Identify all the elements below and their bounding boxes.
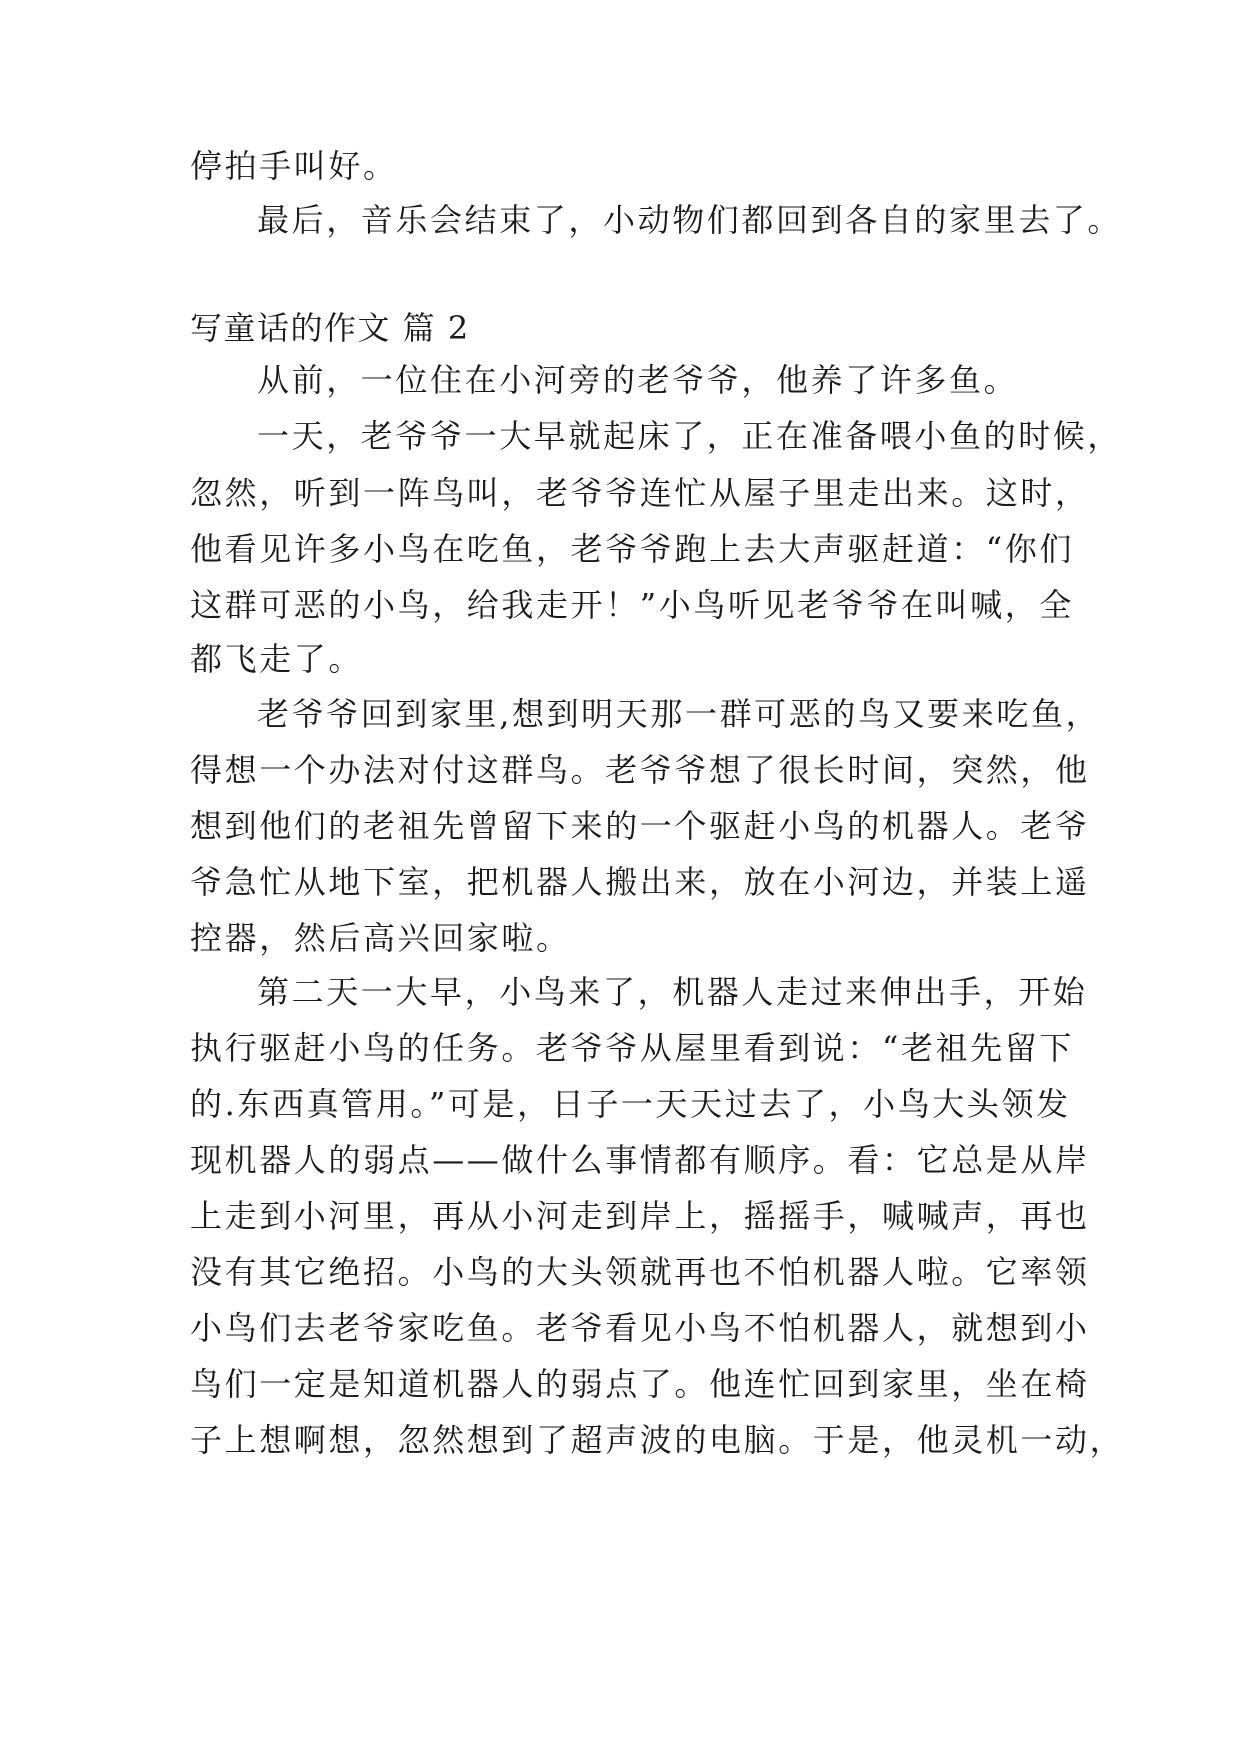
text-line: 没有其它绝招。小鸟的大头领就再也不怕机器人啦。它率领 xyxy=(190,1253,1090,1291)
text-line: 这群可恶的小鸟，给我走开！”小鸟听见老爷爷在叫喊，全 xyxy=(190,586,1074,624)
text-line: 想到他们的老祖先曾留下来的一个驱赶小鸟的机器人。老爷 xyxy=(190,807,1090,845)
text-line: 得想一个办法对付这群鸟。老爷爷想了很长时间，突然，他 xyxy=(190,751,1090,789)
text-line: 从前，一位住在小河旁的老爷爷，他养了许多鱼。 xyxy=(257,361,1019,399)
text-line: 忽然，听到一阵鸟叫，老爷爷连忙从屋子里走出来。这时， xyxy=(190,474,1090,512)
text-line: 他看见许多小鸟在吃鱼，老爷爷跑上去大声驱赶道：“你们 xyxy=(190,530,1074,568)
text-line: 的.东西真管用。”可是，日子一天天过去了，小鸟大头领发 xyxy=(190,1085,1071,1123)
text-line: 鸟们一定是知道机器人的弱点了。他连忙回到家里，坐在椅 xyxy=(190,1365,1090,1403)
text-line: 第二天一大早，小鸟来了，机器人走过来伸出手，开始 xyxy=(257,973,1088,1011)
text-line: 爷急忙从地下室，把机器人搬出来，放在小河边，并装上遥 xyxy=(190,863,1090,901)
text-line: 现机器人的弱点——做什么事情都有顺序。看：它总是从岸 xyxy=(190,1141,1090,1179)
text-line: 停拍手叫好。 xyxy=(190,147,398,185)
text-line: 控器，然后高兴回家啦。 xyxy=(190,919,571,957)
text-line: 上走到小河里，再从小河走到岸上，摇摇手，喊喊声，再也 xyxy=(190,1197,1090,1235)
section-title: 写童话的作文 篇 2 xyxy=(190,309,470,347)
text-line: 执行驱赶小鸟的任务。老爷爷从屋里看到说：“老祖先留下 xyxy=(190,1029,1074,1067)
text-line: 小鸟们去老爷家吃鱼。老爷看见小鸟不怕机器人，就想到小 xyxy=(190,1309,1090,1347)
text-line: 都飞走了。 xyxy=(190,640,364,678)
text-line: 老爷爷回到家里,想到明天那一群可恶的鸟又要来吃鱼， xyxy=(257,695,1101,733)
text-line: 最后，音乐会结束了，小动物们都回到各自的家里去了。 xyxy=(257,201,1123,239)
text-line: 一天，老爷爷一大早就起床了，正在准备喂小鱼的时候， xyxy=(257,417,1123,455)
text-line: 子上想啊想，忽然想到了超声波的电脑。于是，他灵机一动， xyxy=(190,1421,1125,1459)
